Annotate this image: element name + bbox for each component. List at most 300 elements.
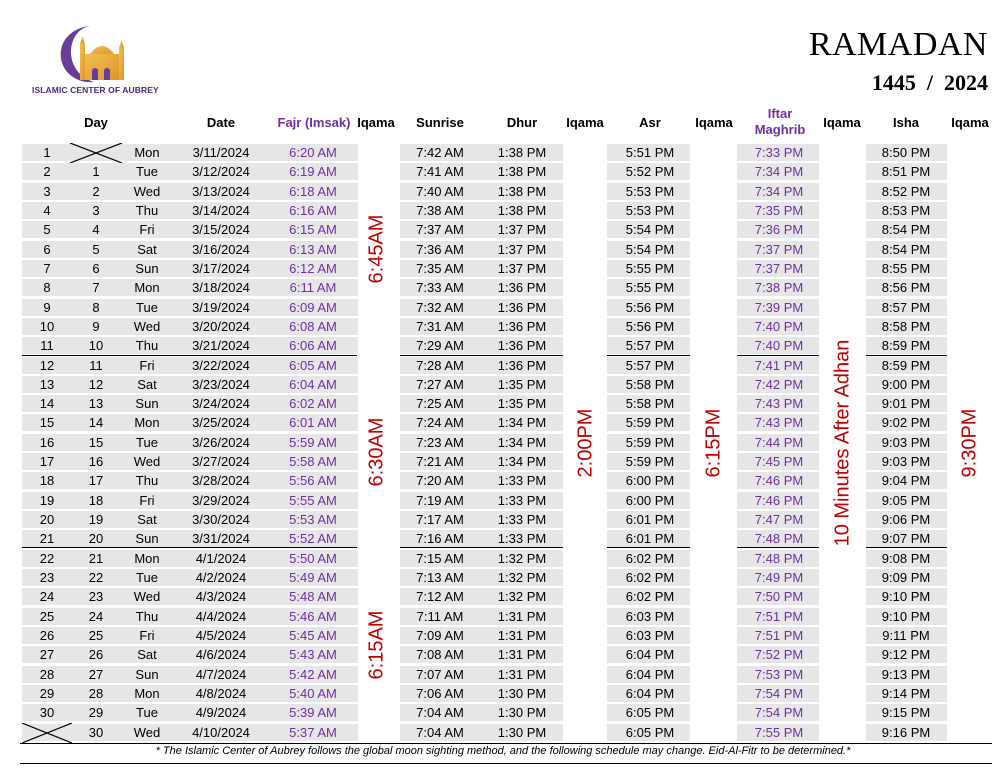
ramadan-day: 25 [88,628,104,643]
sunrise-time: 7:42 AM [416,145,464,160]
row-divider [737,547,819,548]
fajr-time: 6:15 AM [289,222,337,238]
row-number: 6 [43,241,51,257]
weekday: Sat [137,241,157,257]
header-asr: Asr [639,115,661,130]
isha-time: 9:13 PM [881,666,931,682]
date: 3/28/2024 [192,473,250,489]
sunrise-time: 7:15 AM [416,550,464,566]
ramadan-day: 18 [88,492,104,508]
weekday: Sun [135,396,159,412]
row-number: 2 [43,164,51,180]
row-number: 14 [39,396,55,412]
sunrise-time: 7:38 AM [416,202,464,218]
isha-time: 9:00 PM [881,376,931,392]
date: 3/21/2024 [192,338,250,354]
sunrise-time: 7:16 AM [416,531,464,547]
date: 3/16/2024 [192,241,250,257]
weekday: Fri [139,492,155,508]
ramadan-day: 9 [92,318,100,334]
fajr-time: 6:19 AM [289,164,337,180]
dhur-iqama: 2:00PM [574,408,597,478]
sunrise-time: 7:07 AM [416,666,464,682]
date: 3/19/2024 [192,299,250,315]
isha-time: 8:59 PM [881,357,931,373]
dhur-time: 1:30 PM [497,685,547,701]
header-day: Day [84,115,108,130]
date: 4/6/2024 [195,647,247,663]
asr-time: 5:56 PM [625,299,675,315]
header-dhur-iqama: Iqama [566,115,604,130]
date: 3/17/2024 [192,260,250,276]
header-dhur: Dhur [506,115,538,130]
weekday: Fri [139,628,155,643]
fajr-time: 5:48 AM [289,589,337,605]
logo-text: ISLAMIC CENTER OF AUBREY [32,85,159,95]
dhur-time: 1:36 PM [497,299,547,315]
fajr-time: 5:37 AM [289,724,337,740]
sunrise-time: 7:21 AM [416,454,464,470]
iftar-time: 7:37 PM [754,241,804,257]
ramadan-day: 20 [88,531,104,547]
ramadan-day: 24 [88,608,104,624]
asr-time: 6:02 PM [625,570,675,586]
isha-time: 9:08 PM [881,550,931,566]
sunrise-time: 7:27 AM [416,376,464,392]
weekday: Thu [135,473,159,489]
sunrise-time: 7:37 AM [416,222,464,238]
iftar-time: 7:45 PM [754,454,804,470]
iftar-time: 7:39 PM [754,299,804,315]
asr-time: 5:59 PM [625,434,675,450]
footer-top-line [20,743,992,744]
dhur-time: 1:34 PM [497,415,547,431]
row-number: 20 [39,512,55,528]
iftar-time: 7:43 PM [754,396,804,412]
weekday: Thu [135,202,159,218]
date: 4/7/2024 [195,666,247,682]
header-sunrise: Sunrise [416,115,464,130]
ramadan-day: 6 [92,260,100,276]
sunrise-time: 7:31 AM [416,318,464,334]
row-divider [607,547,690,548]
asr-time: 6:01 PM [625,512,675,528]
row-number: 10 [39,318,55,334]
weekday: Fri [139,222,155,238]
iftar-time: 7:35 PM [754,202,804,218]
weekday: Tue [136,705,158,721]
iftar-time: 7:36 PM [754,222,804,238]
weekday: Sat [137,376,157,392]
weekday: Mon [134,685,160,701]
date: 4/1/2024 [195,550,247,566]
isha-time: 9:15 PM [881,705,931,721]
dhur-time: 1:34 PM [497,454,547,470]
header-isha: Isha [892,115,919,130]
fajr-time: 5:58 AM [289,454,337,470]
asr-time: 5:53 PM [625,183,675,199]
ramadan-day: 14 [88,415,104,431]
row-number: 16 [39,434,55,450]
row-divider [400,355,563,356]
fajr-time: 5:45 AM [289,628,337,643]
sunrise-time: 7:09 AM [416,628,464,643]
ramadan-day: 5 [92,241,100,257]
asr-time: 5:53 PM [625,202,675,218]
ramadan-day: 13 [88,396,104,412]
dhur-time: 1:33 PM [497,531,547,547]
isha-time: 9:07 PM [881,531,931,547]
ramadan-day: 2 [92,183,100,199]
isha-time: 8:55 PM [881,260,931,276]
header-fajr: Fajr (Imsak) [277,115,351,130]
row-number: 21 [39,531,55,547]
date: 3/18/2024 [192,280,250,296]
row-number: 23 [39,570,55,586]
asr-time: 6:01 PM [625,531,675,547]
isha-time: 9:06 PM [881,512,931,528]
sunrise-time: 7:08 AM [416,647,464,663]
dhur-time: 1:38 PM [497,164,547,180]
row-number: 5 [43,222,51,238]
header-date: Date [206,115,236,130]
iftar-time: 7:33 PM [754,145,804,160]
fajr-time: 5:39 AM [289,705,337,721]
weekday: Wed [133,318,161,334]
page-subtitle: 1445 / 2024 [871,70,988,95]
dhur-time: 1:32 PM [497,550,547,566]
fajr-iqama-3: 6:15AM [365,610,388,680]
asr-time: 5:57 PM [625,338,675,354]
date: 3/13/2024 [192,183,250,199]
isha-time: 8:50 PM [881,145,931,160]
dhur-time: 1:36 PM [497,338,547,354]
weekday: Sun [135,260,159,276]
row-number: 12 [39,357,55,373]
header-maghrib-iqama: Iqama [823,115,861,130]
fajr-time: 6:11 AM [289,280,337,296]
sunrise-time: 7:11 AM [416,608,464,624]
mosque-crescent-icon [32,24,162,84]
iftar-time: 7:34 PM [754,183,804,199]
iftar-time: 7:51 PM [754,608,804,624]
fajr-iqama-2: 6:30AM [365,417,388,487]
footer-note: * The Islamic Center of Aubrey follows the global moon sighting method, and the following schedule may change. Eid-Al-Fitr to be determined.* [155,745,851,757]
dhur-time: 1:37 PM [497,222,547,238]
isha-time: 9:05 PM [881,492,931,508]
sunrise-time: 7:20 AM [416,473,464,489]
iftar-time: 7:41 PM [754,357,804,373]
cross-mark-icon [70,143,122,163]
asr-time: 5:51 PM [625,145,675,160]
asr-time: 6:03 PM [625,628,675,643]
sunrise-time: 7:24 AM [416,415,464,431]
row-number: 4 [43,202,51,218]
ramadan-day: 23 [88,589,104,605]
sunrise-time: 7:40 AM [416,183,464,199]
isha-time: 8:54 PM [881,241,931,257]
date: 3/25/2024 [192,415,250,431]
isha-time: 9:10 PM [881,608,931,624]
fajr-time: 5:40 AM [289,685,337,701]
asr-time: 5:58 PM [625,376,675,392]
sunrise-time: 7:12 AM [416,589,464,605]
isha-time: 9:03 PM [881,434,931,450]
header-asr-iqama: Iqama [695,115,733,130]
header-fajr-iqama: Iqama [357,115,395,130]
fajr-time: 5:42 AM [289,666,337,682]
asr-time: 5:59 PM [625,415,675,431]
weekday: Fri [139,357,155,373]
weekday: Mon [134,550,160,566]
ramadan-day: 22 [88,570,104,586]
weekday: Tue [136,299,158,315]
iftar-time: 7:40 PM [754,338,804,354]
ramadan-day: 26 [88,647,104,663]
iftar-time: 7:50 PM [754,589,804,605]
row-number: 25 [39,608,55,624]
asr-time: 6:04 PM [625,647,675,663]
date: 3/27/2024 [192,454,250,470]
row-divider [607,355,690,356]
isha-time: 9:04 PM [881,473,931,489]
ramadan-day: 29 [88,705,104,721]
isha-time: 8:58 PM [881,318,931,334]
iftar-time: 7:37 PM [754,260,804,276]
fajr-time: 5:49 AM [289,570,337,586]
date: 4/5/2024 [195,628,247,643]
sunrise-time: 7:25 AM [416,396,464,412]
asr-time: 5:56 PM [625,318,675,334]
ramadan-day: 17 [88,473,104,489]
weekday: Wed [133,724,161,740]
iftar-time: 7:42 PM [754,376,804,392]
cross-mark-icon [22,723,72,743]
fajr-time: 6:12 AM [289,260,337,276]
fajr-time: 6:18 AM [289,183,337,199]
header-iftar-line2: Maghrib [754,122,806,137]
asr-time: 5:55 PM [625,280,675,296]
asr-time: 5:52 PM [625,164,675,180]
weekday: Thu [135,608,159,624]
fajr-time: 5:46 AM [289,608,337,624]
asr-time: 6:00 PM [625,492,675,508]
iftar-time: 7:48 PM [754,531,804,547]
ramadan-day: 11 [89,357,103,373]
date: 3/14/2024 [192,202,250,218]
row-number: 22 [39,550,55,566]
asr-time: 5:55 PM [625,260,675,276]
asr-time: 5:57 PM [625,357,675,373]
date: 3/20/2024 [192,318,250,334]
logo [32,24,162,96]
ramadan-day: 1 [92,164,100,180]
dhur-time: 1:38 PM [497,145,547,160]
fajr-time: 6:06 AM [289,338,337,354]
dhur-time: 1:35 PM [497,396,547,412]
dhur-time: 1:34 PM [497,434,547,450]
row-number: 29 [39,685,55,701]
asr-time: 5:54 PM [625,241,675,257]
dhur-time: 1:33 PM [497,492,547,508]
ramadan-day: 8 [92,299,100,315]
row-number: 11 [40,338,54,354]
sunrise-time: 7:04 AM [416,724,464,740]
sunrise-time: 7:04 AM [416,705,464,721]
isha-time: 8:56 PM [881,280,931,296]
ramadan-day: 21 [88,550,104,566]
row-number: 9 [43,299,51,315]
date: 4/9/2024 [195,705,247,721]
fajr-time: 6:02 AM [289,396,337,412]
date: 3/15/2024 [192,222,250,238]
asr-time: 6:02 PM [625,550,675,566]
fajr-time: 5:55 AM [289,492,337,508]
sunrise-time: 7:13 AM [416,570,464,586]
weekday: Sat [137,647,157,663]
row-number: 17 [39,454,55,470]
isha-time: 8:53 PM [881,202,931,218]
dhur-time: 1:36 PM [497,280,547,296]
iftar-time: 7:47 PM [754,512,804,528]
weekday: Thu [135,338,159,354]
ramadan-day: 7 [92,280,100,296]
iftar-time: 7:43 PM [754,415,804,431]
fajr-time: 6:04 AM [289,376,337,392]
date: 3/29/2024 [192,492,250,508]
row-divider [400,547,563,548]
row-number: 8 [43,280,51,296]
isha-time: 9:03 PM [881,454,931,470]
sunrise-time: 7:06 AM [416,685,464,701]
header-iftar-line1: Iftar [767,106,793,121]
weekday: Sun [135,531,159,547]
weekday: Sat [137,512,157,528]
date: 4/3/2024 [195,589,247,605]
iftar-time: 7:54 PM [754,685,804,701]
isha-iqama: 9:30PM [958,408,981,478]
sunrise-time: 7:35 AM [416,260,464,276]
sunrise-time: 7:29 AM [416,338,464,354]
asr-time: 6:00 PM [625,473,675,489]
isha-time: 9:14 PM [881,685,931,701]
asr-time: 6:02 PM [625,589,675,605]
row-number: 15 [39,415,55,431]
date: 3/23/2024 [192,376,250,392]
fajr-time: 6:09 AM [289,299,337,315]
date: 4/4/2024 [195,608,247,624]
date: 3/22/2024 [192,357,250,373]
isha-time: 9:12 PM [881,647,931,663]
dhur-time: 1:31 PM [497,647,547,663]
asr-time: 6:05 PM [625,724,675,740]
weekday: Mon [134,415,160,431]
iftar-time: 7:46 PM [754,492,804,508]
header-iftar [740,106,820,138]
weekday: Tue [136,434,158,450]
fajr-time: 6:16 AM [289,202,337,218]
iftar-time: 7:49 PM [754,570,804,586]
weekday: Mon [134,145,160,160]
date: 3/12/2024 [192,164,250,180]
sunrise-time: 7:32 AM [416,299,464,315]
iftar-time: 7:51 PM [754,628,804,643]
isha-time: 8:54 PM [881,222,931,238]
fajr-time: 5:43 AM [289,647,337,663]
isha-time: 9:11 PM [882,628,930,643]
page-title: RAMADAN [808,26,988,63]
dhur-time: 1:31 PM [497,666,547,682]
sunrise-time: 7:19 AM [416,492,464,508]
row-number: 24 [39,589,55,605]
iftar-time: 7:46 PM [754,473,804,489]
row-number: 26 [39,628,55,643]
date: 4/2/2024 [195,570,247,586]
dhur-time: 1:32 PM [497,570,547,586]
iftar-time: 7:38 PM [754,280,804,296]
fajr-time: 5:50 AM [289,550,337,566]
iftar-time: 7:34 PM [754,164,804,180]
date: 4/10/2024 [192,724,250,740]
ramadan-day: 15 [88,434,104,450]
sunrise-time: 7:41 AM [416,164,464,180]
isha-time: 9:10 PM [881,589,931,605]
fajr-time: 6:08 AM [289,318,337,334]
row-divider [866,547,947,548]
dhur-time: 1:31 PM [497,608,547,624]
sunrise-time: 7:36 AM [416,241,464,257]
ramadan-day: 10 [88,338,104,354]
ramadan-day: 30 [88,724,104,740]
asr-time: 6:05 PM [625,705,675,721]
row-number: 3 [43,183,51,199]
date: 3/26/2024 [192,434,250,450]
dhur-time: 1:38 PM [497,183,547,199]
asr-time: 5:54 PM [625,222,675,238]
row-number: 27 [39,647,55,663]
dhur-time: 1:32 PM [497,589,547,605]
row-number: 7 [43,260,51,276]
asr-time: 5:59 PM [625,454,675,470]
row-number: 18 [39,473,55,489]
row-number: 30 [39,705,55,721]
date: 3/24/2024 [192,396,250,412]
weekday: Tue [136,570,158,586]
sunrise-time: 7:17 AM [416,512,464,528]
dhur-time: 1:35 PM [497,376,547,392]
dhur-time: 1:33 PM [497,512,547,528]
weekday: Sun [135,666,159,682]
isha-time: 8:51 PM [881,164,931,180]
fajr-time: 5:56 AM [289,473,337,489]
asr-time: 6:04 PM [625,666,675,682]
iftar-time: 7:44 PM [754,434,804,450]
date: 3/11/2024 [192,145,250,160]
isha-time: 9:02 PM [881,415,931,431]
asr-time: 6:04 PM [625,685,675,701]
fajr-time: 6:13 AM [289,241,337,257]
weekday: Wed [133,589,161,605]
dhur-time: 1:37 PM [497,260,547,276]
dhur-time: 1:33 PM [497,473,547,489]
asr-iqama: 6:15PM [702,408,725,478]
row-divider [22,355,357,356]
dhur-time: 1:36 PM [497,318,547,334]
ramadan-day: 27 [88,666,104,682]
iftar-time: 7:52 PM [754,647,804,663]
sunrise-time: 7:28 AM [416,357,464,373]
weekday: Wed [133,454,161,470]
